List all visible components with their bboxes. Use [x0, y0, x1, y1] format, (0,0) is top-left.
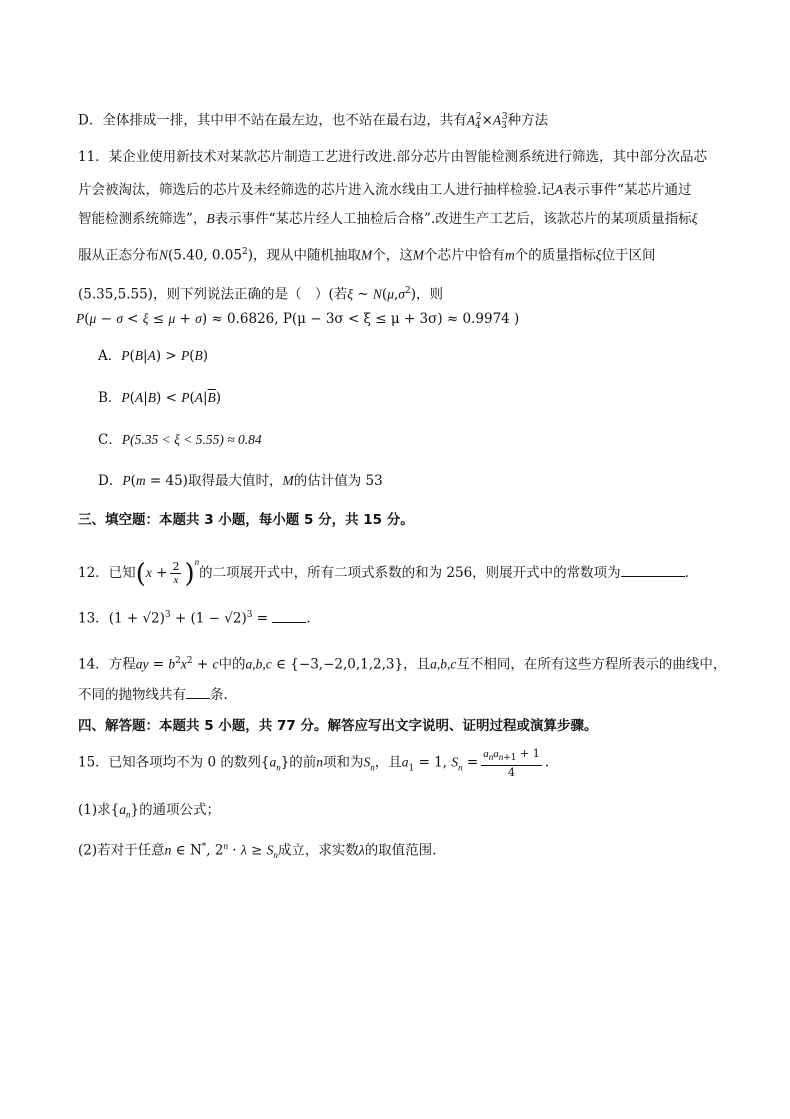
- q13: 13．$(1 + √2)^3 + (1 - √2)^3$ = .: [78, 605, 311, 629]
- q11-line-5: (5.35,5.55)，则下列说法正确的是（ ）(若ξ ~ $N(\mu,\sigma^2)$，则: [78, 286, 443, 303]
- q11-option-c: C．P(5.35 < ξ < 5.55) ≈ 0.84: [98, 432, 262, 448]
- q12: 12．已知(x + $\frac{2}{x}$ )$^n$的二项展开式中，所有二项式系数的和为 256，则展开式中的常数项为 .: [78, 557, 689, 589]
- q11-line-6: P(μ − σ < ξ ≤ μ + σ) ≈ 0.6826, P(μ − 3σ < ξ ≤ μ + 3σ) ≈ 0.9974 ): [76, 311, 520, 327]
- q11-option-b: B．$P(A|B) < P(A|\overline{B})$: [98, 390, 222, 406]
- answer-blank[interactable]: [621, 562, 685, 577]
- q15-part-1: (1)求$\{a_n\}$的通项公式；: [78, 802, 221, 820]
- q11-option-d: D．P(m = 45)取得最大值时，M的估计值为 53: [98, 473, 383, 489]
- q11-line-2: 片会被淘汰，筛选后的芯片及未经筛选的芯片进入流水线由工人进行抽样检验.记A表示事件“某芯片通过: [78, 182, 692, 198]
- q11-line-4: 服从正态分布N(5.40, 0.05$^2$)，现从中随机抽取M个，这M个芯片中恰有m个的质量指标ξ位于区间: [78, 247, 656, 264]
- q15: 15．已知各项均不为 0 的数列$\{a_n\}$的前n项和为$S_n$，且$a_1 = 1$, $S_n$ = $\frac{a_na_{n+1} + 1}{4}$ .: [78, 747, 550, 780]
- q11-line-1: 11．某企业使用新技术对某款芯片制造工艺进行改进.部分芯片由智能检测系统进行筛选，其中部分次品芯: [78, 149, 707, 165]
- q15-part-2: (2)若对于任意n ∈ N*, $2^n \cdot \lambda \ge S_n$成立，求实数λ的取值范围.: [78, 841, 437, 861]
- q10-option-d: D．全体排成一排，其中甲不站在最左边，也不站在最右边，共有$A_4^2\times A_3^3$种方法: [78, 112, 549, 132]
- section-3-heading: 三、填空题：本题共 3 小题，每小题 5 分，共 15 分。: [78, 512, 414, 528]
- q14-line-2: 不同的抛物线共有 条.: [78, 684, 228, 705]
- q11-line-3: 智能检测系统筛选”，B表示事件“某芯片经人工抽检后合格”.改进生产工艺后，该款芯片的某项质量指标ξ: [78, 211, 698, 227]
- q11-option-a: A．P(B|A) > P(B): [98, 348, 209, 364]
- section-4-heading: 四、解答题：本题共 5 小题，共 77 分。解答应写出文字说明、证明过程或演算步骤。: [78, 718, 598, 734]
- q14-line-1: 14．方程ay = $b^2x^2 + c$中的a,b,c ∈ {−3,−2,0,1,2,3}，且a,b,c互不相同，在所有这些方程所表示的曲线中，: [78, 656, 727, 673]
- answer-blank[interactable]: [272, 608, 306, 623]
- answer-blank[interactable]: [186, 684, 210, 699]
